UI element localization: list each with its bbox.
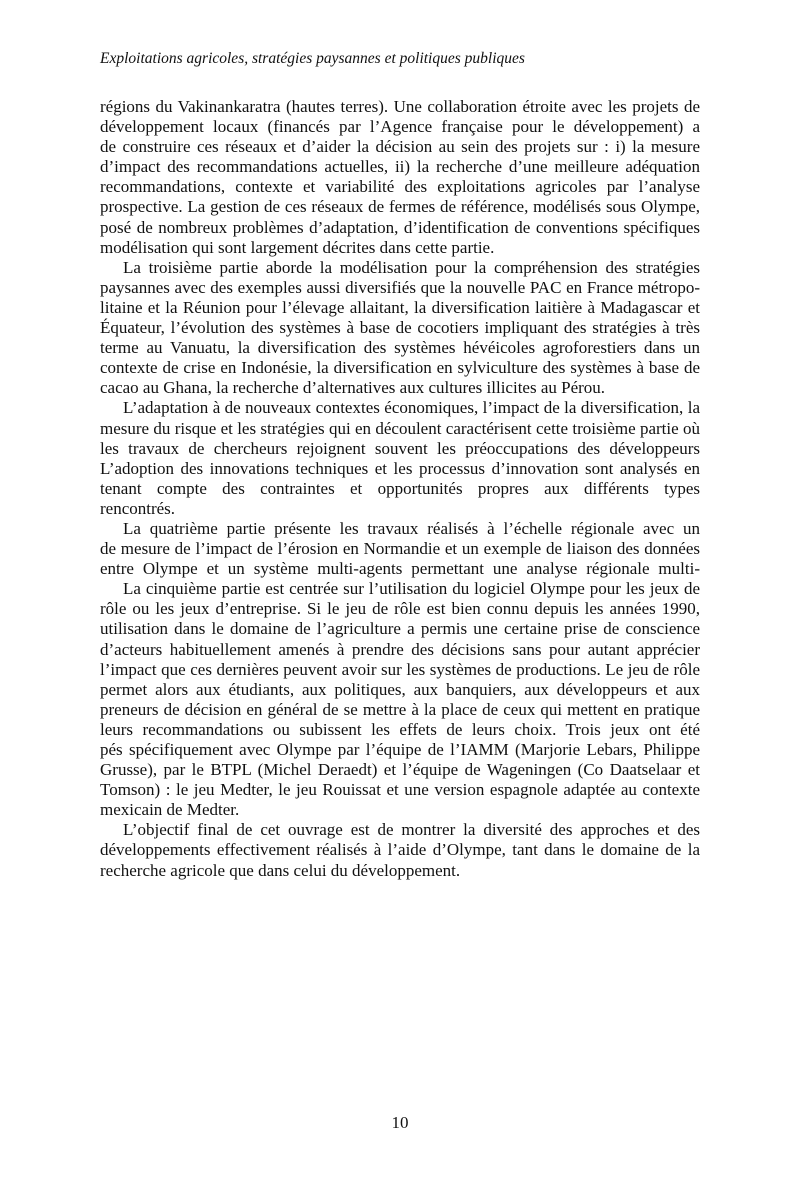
text-line: de mesure de l’impact de l’érosion en Normandie et un exemple de liaison des données <box>100 539 700 559</box>
text-line: Tomson) : le jeu Medter, le jeu Rouissat et une version espagnole adaptée au contexte <box>100 780 700 800</box>
text-line: prospective. La gestion de ces réseaux de fermes de référence, modélisés sous Olympe, <box>100 197 700 217</box>
text-line: régions du Vakinankaratra (hautes terres). Une collaboration étroite avec les projets de <box>100 97 700 116</box>
text-line: Équateur, l’évolution des systèmes à base de cocotiers impliquant des stratégies à très <box>100 318 700 338</box>
text-line: leurs recommandations ou subissent les effets de leurs choix. Trois jeux ont été <box>100 719 700 739</box>
text-line: mexicain de Medter. <box>100 800 240 820</box>
paragraph <box>100 258 700 399</box>
text-line: recommandations, contexte et variabilité des exploitations agricoles par l’analyse <box>100 177 700 197</box>
text-line: La cinquième partie est centrée sur l’utilisation du logiciel Olympe pour les jeux de <box>123 579 700 599</box>
text-line: La troisième partie aborde la modélisation pour la compréhension des stratégies <box>123 257 700 277</box>
text-line: Grusse), par le BTPL (Michel Deraedt) et l’équipe de Wageningen (Co Daatselaar et <box>100 760 700 780</box>
text-line: tenant compte des contraintes et opportunités propres aux différents types <box>100 478 700 498</box>
text-line: terme au Vanuatu, la diversification des systèmes hévéicoles agroforestiers dans un <box>100 338 700 358</box>
text-line: posé de nombreux problèmes d’adaptation, d’identification de conventions spécifiques <box>100 217 700 237</box>
text-line: L’adoption des innovations techniques et les processus d’innovation sont analysés en <box>100 458 700 478</box>
text-line: développements effectivement réalisés à l’aide d’Olympe, tant dans le domaine de la <box>100 840 700 860</box>
text-line: les travaux de chercheurs rejoignent souvent les préoccupations des développeurs <box>100 438 700 458</box>
text-line: rencontrés. <box>100 498 176 518</box>
text-line: cacao au Ghana, la recherche d’alternatives aux cultures illicites au Pérou. <box>100 378 606 398</box>
text-line: l’impact que ces dernières peuvent avoir sur les systèmes de productions. Le jeu de rôle <box>100 659 700 679</box>
text-line: preneurs de décision en général de se mettre à la place de ceux qui mettent en pratique <box>100 699 700 719</box>
text-line: développement locaux (financés par l’Agence française pour le développement) a <box>100 117 700 137</box>
text-line: d’acteurs habituellement amenés à prendre des décisions sans pour autant apprécier <box>100 639 700 659</box>
page-number: 10 <box>391 1113 409 1132</box>
text-line: L’adaptation à de nouveaux contextes économiques, l’impact de la diversification, la <box>123 398 700 418</box>
body-text <box>100 97 700 881</box>
text-line: rôle ou les jeux d’entreprise. Si le jeu de rôle est bien connu depuis les années 1990, <box>100 599 700 619</box>
text-line: mesure du risque et les stratégies qui en découlent caractérisent cette troisième partie où <box>100 418 700 438</box>
paragraph <box>100 519 700 579</box>
text-line: La quatrième partie présente les travaux réalisés à l’échelle régionale avec un <box>123 518 700 538</box>
text-line: utilisation dans le domaine de l’agriculture a permis une certaine prise de conscience <box>100 619 700 639</box>
paragraph <box>100 820 700 880</box>
text-line: permet alors aux étudiants, aux politiques, aux banquiers, aux développeurs et aux <box>100 679 700 699</box>
text-line: contexte de crise en Indonésie, la diversification en sylviculture des systèmes à base de <box>100 358 700 378</box>
text-line: modélisation qui sont largement décrites dans cette partie. <box>100 237 495 257</box>
text-line: L’objectif final de cet ouvrage est de montrer la diversité des approches et des <box>123 820 700 840</box>
text-line: de construire ces réseaux et d’aider la décision au sein des projets sur : i) la mesure <box>100 137 700 157</box>
paragraph <box>100 398 700 519</box>
text-line: entre Olympe et un système multi-agents permettant une analyse régionale multi- <box>100 559 700 579</box>
text-line: d’impact des recommandations actuelles, ii) la recherche d’une meilleure adéquation <box>100 157 700 177</box>
text-line: paysannes avec des exemples aussi diversifiés que la nouvelle PAC en France métropo- <box>100 277 700 297</box>
text-line: recherche agricole que dans celui du développement. <box>100 860 461 880</box>
paragraph <box>100 97 700 258</box>
running-header: Exploitations agricoles, stratégies paysannes et politiques publiques <box>100 50 525 67</box>
text-line: litaine et la Réunion pour l’élevage allaitant, la diversification laitière à Madagascar et <box>100 297 700 317</box>
paragraph <box>100 579 700 820</box>
text-line: pés spécifiquement avec Olympe par l’équipe de l’IAMM (Marjorie Lebars, Philippe <box>100 740 700 759</box>
